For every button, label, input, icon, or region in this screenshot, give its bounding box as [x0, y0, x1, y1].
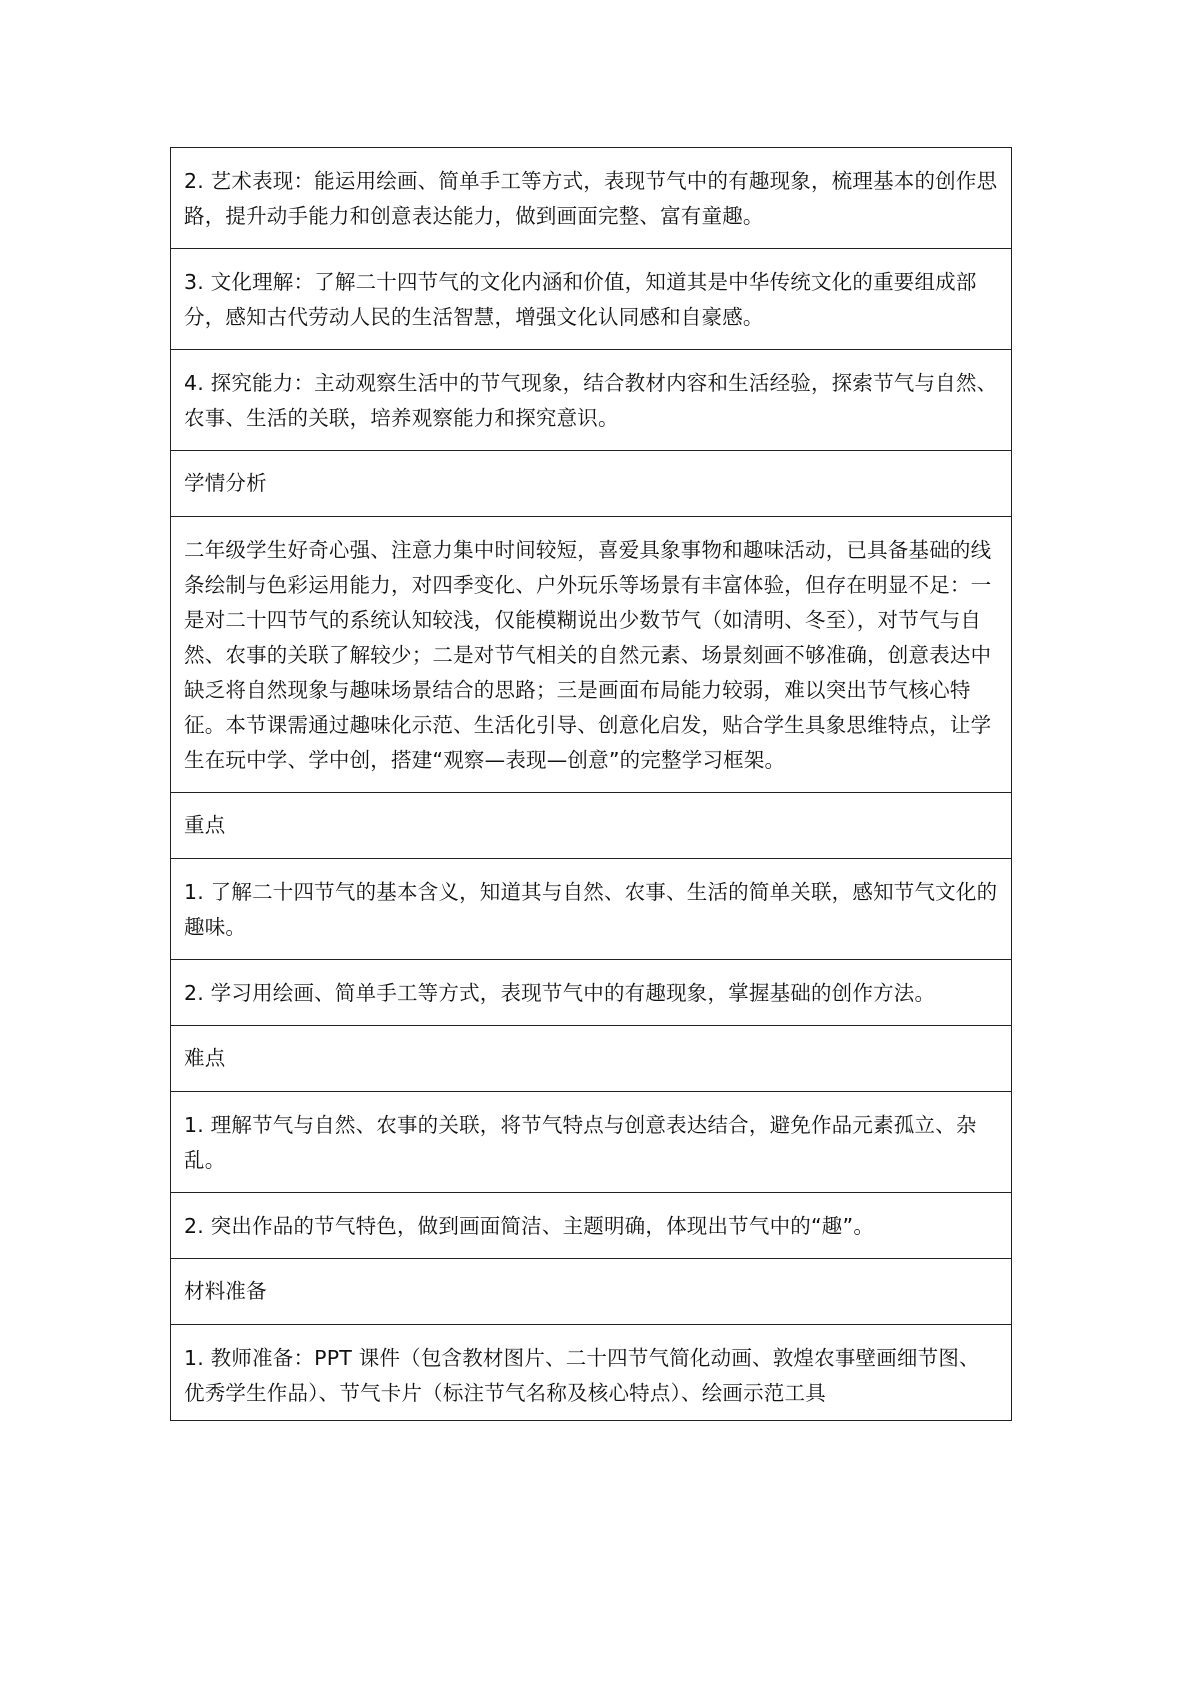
objective-inquiry-ability: 4. 探究能力：主动观察生活中的节气现象，结合教材内容和生活经验，探索节气与自然、农事、生活的关联，培养观察能力和探究意识。 — [171, 350, 1011, 451]
key-point-2: 2. 学习用绘画、简单手工等方式，表现节气中的有趣现象，掌握基础的创作方法。 — [171, 960, 1011, 1026]
section-heading-materials: 材料准备 — [171, 1259, 1011, 1325]
objective-culture-understanding: 3. 文化理解：了解二十四节气的文化内涵和价值，知道其是中华传统文化的重要组成部分，感知古代劳动人民的生活智慧，增强文化认同感和自豪感。 — [171, 249, 1011, 350]
student-analysis-text: 二年级学生好奇心强、注意力集中时间较短，喜爱具象事物和趣味活动，已具备基础的线条绘制与色彩运用能力，对四季变化、户外玩乐等场景有丰富体验，但存在明显不足：一是对二十四节气的系统认知较浅，仅能模糊说出少数节气（如清明、冬至），对节气与自然、农事的关联了解较少；二是对节气相关的自然元素、场景刻画不够准确，创意表达中缺乏将自然现象与趣味场景结合的思路；三是画面布局能力较弱，难以突出节气核心特征。本节课需通过趣味化示范、生活化引导、创意化启发，贴合学生具象思维特点，让学生在玩中学、学中创，搭建“观察—表现—创意”的完整学习框架。 — [171, 517, 1011, 793]
lesson-plan-table — [170, 147, 1012, 1421]
difficulty-1: 1. 理解节气与自然、农事的关联，将节气特点与创意表达结合，避免作品元素孤立、杂乱。 — [171, 1092, 1011, 1193]
materials-teacher-preparation: 1. 教师准备：PPT 课件（包含教材图片、二十四节气简化动画、敦煌农事壁画细节图、优秀学生作品）、节气卡片（标注节气名称及核心特点）、绘画示范工具 — [171, 1325, 1011, 1421]
section-heading-student-analysis: 学情分析 — [171, 451, 1011, 517]
difficulty-2: 2. 突出作品的节气特色，做到画面简洁、主题明确，体现出节气中的“趣”。 — [171, 1193, 1011, 1259]
section-heading-difficulties: 难点 — [171, 1026, 1011, 1092]
key-point-1: 1. 了解二十四节气的基本含义，知道其与自然、农事、生活的简单关联，感知节气文化的趣味。 — [171, 859, 1011, 960]
section-heading-key-points: 重点 — [171, 793, 1011, 859]
objective-art-expression: 2. 艺术表现：能运用绘画、简单手工等方式，表现节气中的有趣现象，梳理基本的创作思路，提升动手能力和创意表达能力，做到画面完整、富有童趣。 — [171, 148, 1011, 249]
